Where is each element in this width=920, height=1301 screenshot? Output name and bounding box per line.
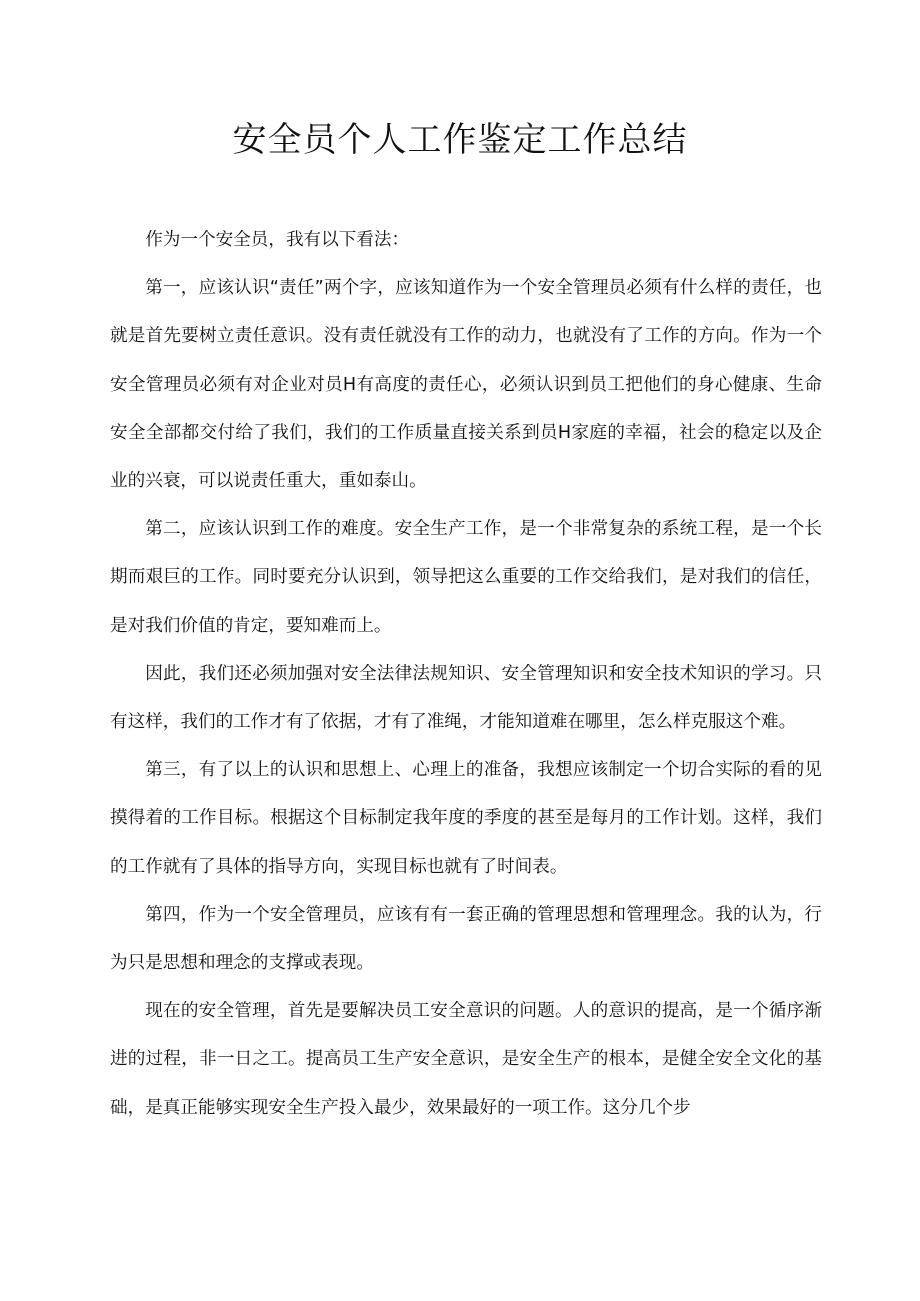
document-body [110, 216, 822, 1132]
paragraph-first-point: 第一，应该认识“责任”两个字，应该知道作为一个安全管理员必须有什么样的责任，也就是首先要树立责任意识。没有责任就没有工作的动力，也就没有了工作的方向。作为一个安全管理员必须有对企业对员H有高度的责任心，必须认识到员工把他们的身心健康、生命安全全部都交付给了我们，我们的工作质量直接关系到员H家庭的幸福，社会的稳定以及企业的兴衰，可以说责任重大，重如泰山。 [110, 278, 822, 492]
paragraph-second-point: 第二，应该认识到工作的难度。安全生产工作，是一个非常复杂的系统工程，是一个长期而艰巨的工作。同时要充分认识到，领导把这么重要的工作交给我们，是对我们的信任，是对我们价值的肯定，要知难而上。 [110, 519, 822, 636]
paragraph-current-management: 现在的安全管理，首先是要解决员工安全意识的问题。人的意识的提高，是一个循序渐进的过程，非一日之工。提高员工生产安全意识，是安全生产的根本，是健全安全文化的基础，是真正能够实现安全生产投入最少，效果最好的一项工作。这分几个步 [110, 1001, 822, 1118]
document-title: 安全员个人工作鉴定工作总结 [232, 120, 688, 160]
paragraph-fourth-point: 第四，作为一个安全管理员，应该有有一套正确的管理思想和管理理念。我的认为，行为只是思想和理念的支撑或表现。 [110, 904, 822, 974]
paragraph-third-point: 第三，有了以上的认识和思想上、心理上的准备，我想应该制定一个切合实际的看的见摸得着的工作目标。根据这个目标制定我年度的季度的甚至是每月的工作计划。这样，我们的工作就有了具体的指导方向，实现目标也就有了时间表。 [110, 760, 822, 877]
paragraph-intro: 作为一个安全员，我有以下看法： [145, 230, 410, 250]
paragraph-therefore: 因此，我们还必须加强对安全法律法规知识、安全管理知识和安全技术知识的学习。只有这样，我们的工作才有了依据，才有了准绳，才能知道难在哪里，怎么样克服这个难。 [110, 663, 822, 733]
